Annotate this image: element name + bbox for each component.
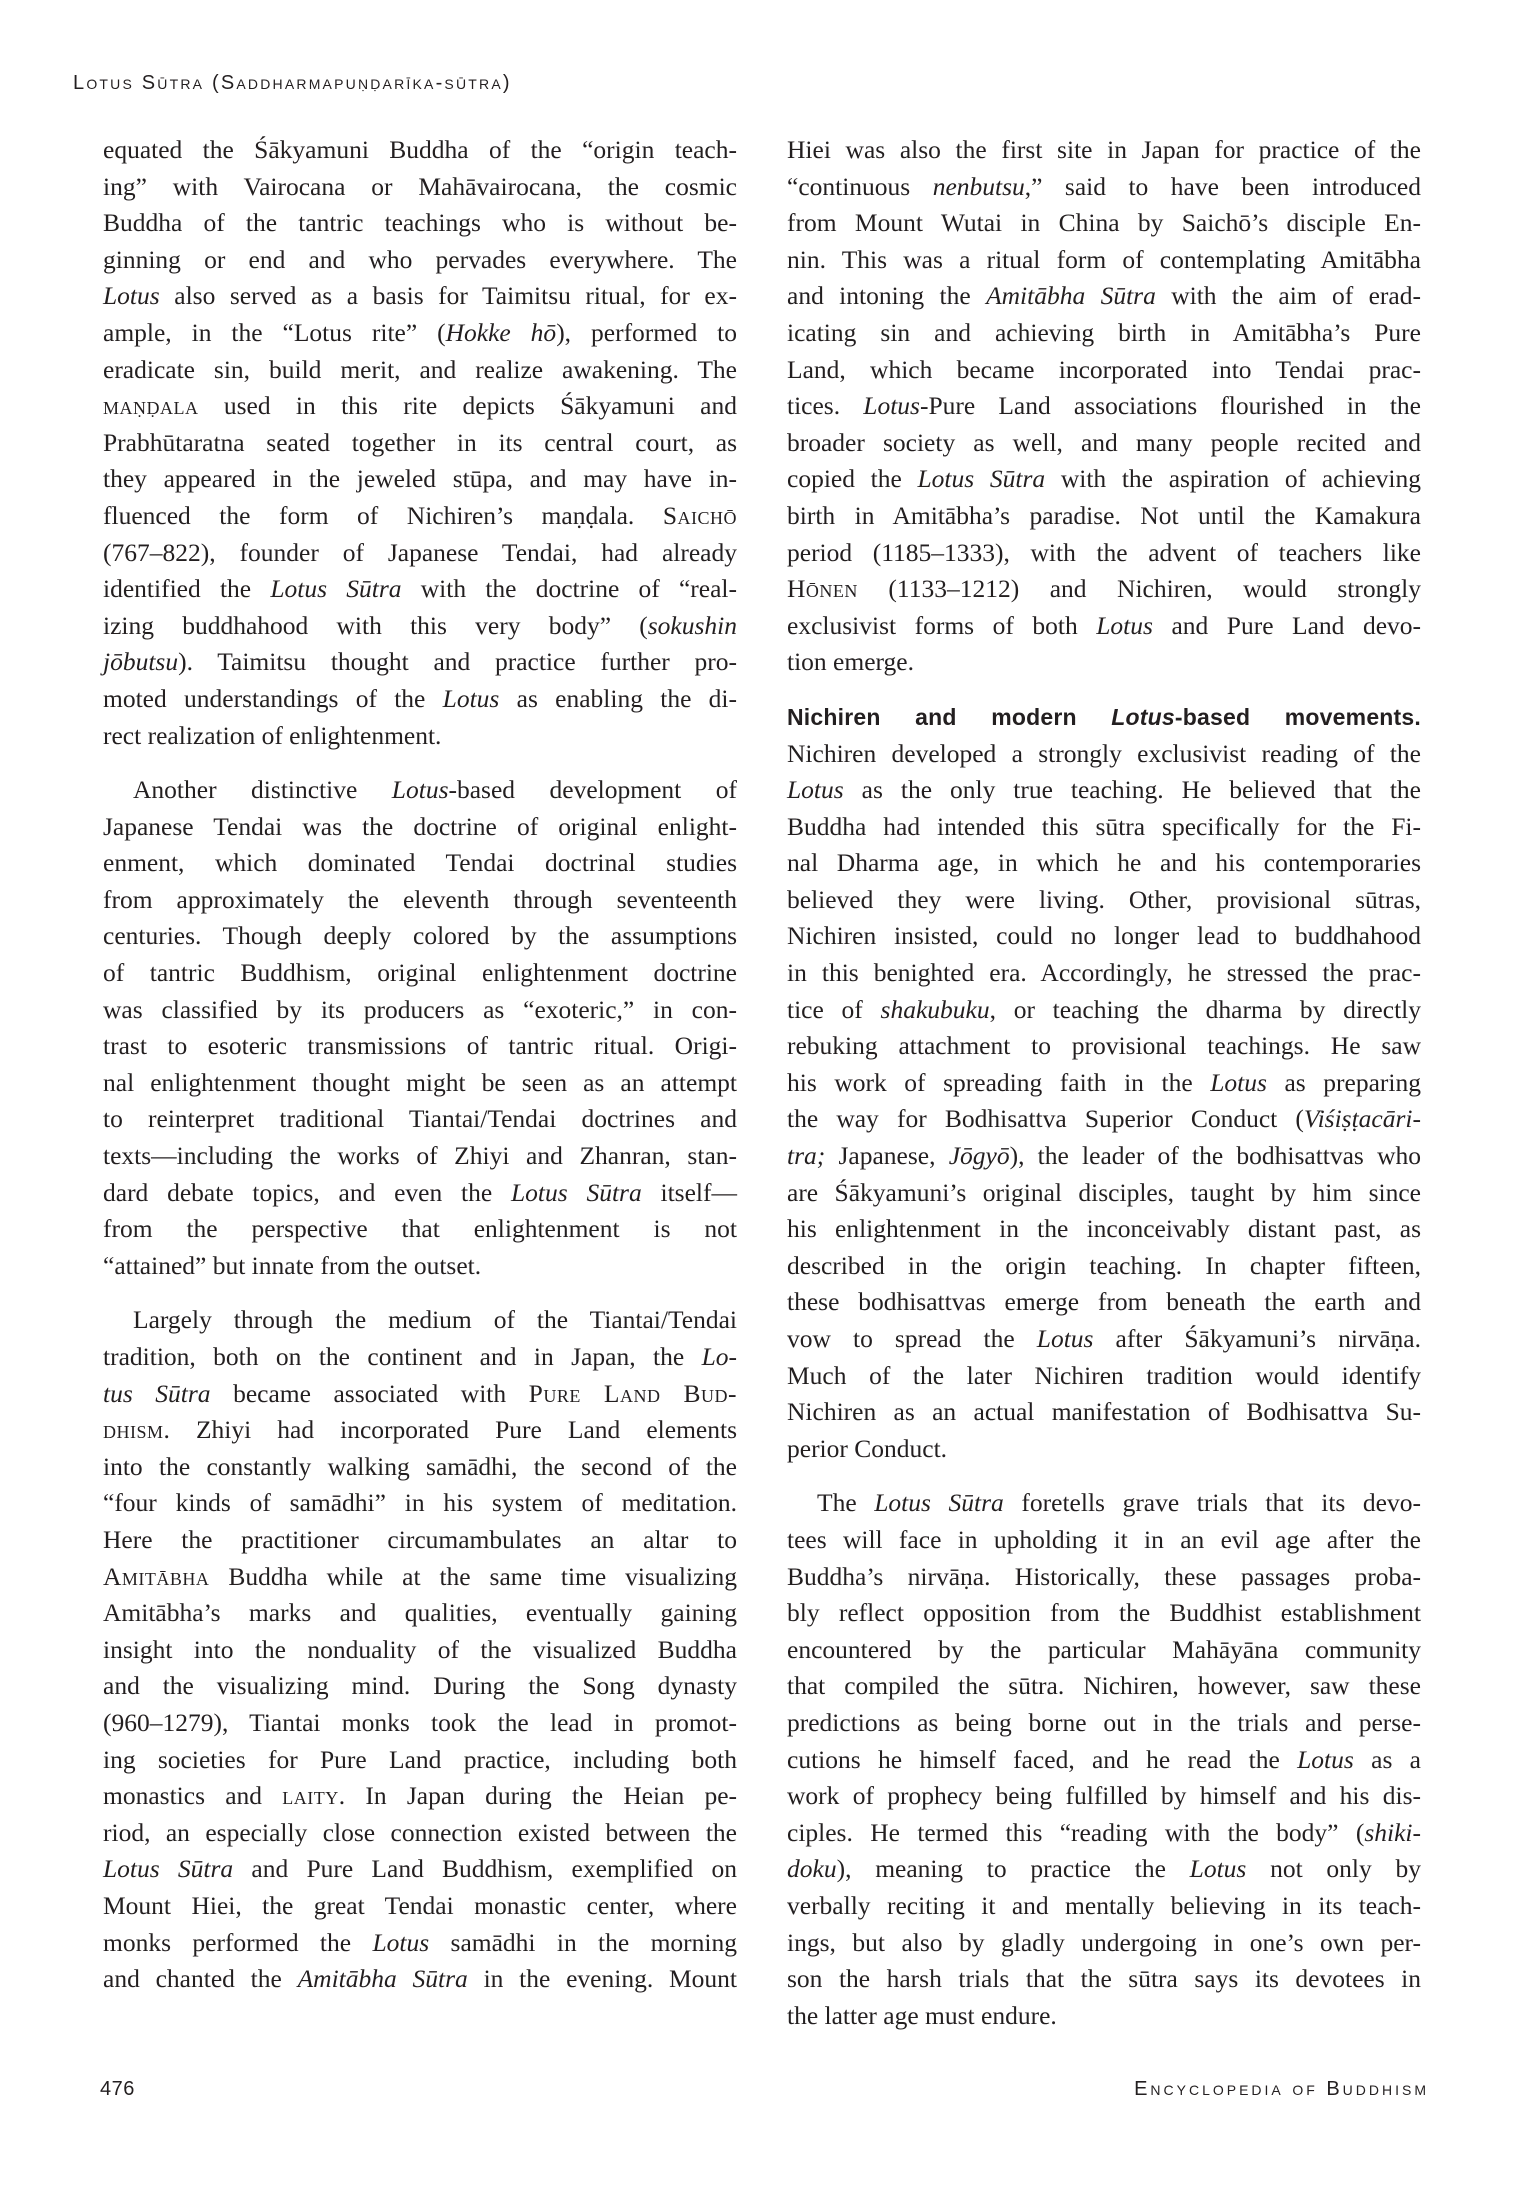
paragraph xyxy=(103,1302,737,1997)
section-paragraph xyxy=(787,699,1421,1467)
text-line: tion emerge. xyxy=(787,647,914,677)
text-line: (767–822), founder of Japanese Tendai, had already xyxy=(103,537,737,567)
text-line: Hiei was also the first site in Japan for practice of the xyxy=(787,135,1421,164)
text-line: vow to spread the Lotus after Śākyamuni’s nirvāṇa. xyxy=(787,1324,1421,1353)
text-line: bly reflect opposition from the Buddhist establishment xyxy=(787,1598,1421,1628)
text-line: nin. This was a ritual form of contemplating Amitābha xyxy=(787,244,1421,274)
text-line: Hōnen (1133–1212) and Nichiren, would strongly xyxy=(787,574,1421,604)
paragraph xyxy=(787,132,1421,681)
text-line: Much of the later Nichiren tradition would identify xyxy=(787,1360,1421,1390)
text-line: identified the Lotus Sūtra with the doctrine of “real- xyxy=(103,574,737,604)
text-line: tices. Lotus-Pure Land associations flourished in the xyxy=(787,391,1421,421)
text-line: Amitābha’s marks and qualities, eventually gaining xyxy=(103,1598,737,1628)
text-line: insight into the nonduality of the visualized Buddha xyxy=(103,1634,737,1664)
text-line: his work of spreading faith in the Lotus as preparing xyxy=(787,1067,1421,1097)
text-line: was classified by its producers as “exoteric,” in con- xyxy=(103,994,737,1024)
text-line: ample, in the “Lotus rite” (Hokke hō), performed to xyxy=(103,317,737,347)
text-line: dhism. Zhiyi had incorporated Pure Land elements xyxy=(103,1415,737,1445)
text-line: his enlightenment in the inconceivably distant past, as xyxy=(787,1214,1421,1244)
text-line: doku), meaning to practice the Lotus not only by xyxy=(787,1854,1422,1884)
text-line: tradition, both on the continent and in Japan, the Lo- xyxy=(103,1342,737,1371)
text-line: that compiled the sūtra. Nichiren, however, saw these xyxy=(787,1671,1421,1701)
text-line: nal Dharma age, in which he and his contemporaries xyxy=(787,848,1421,878)
text-line: period (1185–1333), with the advent of teachers like xyxy=(787,537,1421,567)
text-line: Amitābha Buddha while at the same time visualizing xyxy=(103,1561,737,1591)
text-line: Buddha had intended this sūtra specifically for the Fi- xyxy=(787,811,1421,841)
text-line: into the constantly walking samādhi, the second of the xyxy=(103,1451,737,1481)
text-line: from the perspective that enlightenment is not xyxy=(103,1214,737,1244)
text-line: tice of shakubuku, or teaching the dharma by directly xyxy=(787,994,1421,1024)
text-line: monks performed the Lotus samādhi in the morning xyxy=(103,1927,737,1957)
text-line: (960–1279), Tiantai monks took the lead in promot- xyxy=(103,1707,737,1737)
paragraph-gap xyxy=(103,754,737,772)
text-line: in this benighted era. Accordingly, he stressed the prac- xyxy=(787,958,1421,988)
text-line: the way for Bodhisattva Superior Conduct (Viśiṣṭacāri- xyxy=(787,1104,1421,1134)
text-line: rect realization of enlightenment. xyxy=(103,720,442,750)
text-line: Buddha’s nirvāṇa. Historically, these passages proba- xyxy=(787,1561,1421,1591)
paragraph-gap xyxy=(103,1284,737,1302)
text-line: jōbutsu). Taimitsu thought and practice further pro- xyxy=(103,647,737,677)
text-line: are Śākyamuni’s original disciples, taught by him since xyxy=(787,1177,1421,1207)
text-line: dard debate topics, and even the Lotus Sūtra itself— xyxy=(103,1177,737,1207)
section-heading: Nichiren and modern Lotus-based movements. xyxy=(787,703,1421,730)
text-line: from Mount Wutai in China by Saichō’s disciple En- xyxy=(787,208,1421,238)
text-line: birth in Amitābha’s paradise. Not until the Kamakura xyxy=(787,500,1421,530)
paragraph xyxy=(103,132,737,754)
text-line: described in the origin teaching. In chapter fifteen, xyxy=(787,1250,1421,1280)
text-line: son the harsh trials that the sūtra says its devotees in xyxy=(787,1964,1421,1994)
text-line: cutions he himself faced, and he read the Lotus as a xyxy=(787,1744,1421,1774)
left-column xyxy=(103,132,737,1998)
text-line: Buddha of the tantric teachings who is without be- xyxy=(103,208,737,238)
text-line: ings, but also by gladly undergoing in one’s own per- xyxy=(787,1927,1421,1957)
text-line: moted understandings of the Lotus as enabling the di- xyxy=(103,683,738,713)
text-line: texts—including the works of Zhiyi and Zhanran, stan- xyxy=(103,1141,737,1171)
text-line: “continuous nenbutsu,” said to have been introduced xyxy=(787,171,1421,201)
right-column xyxy=(787,132,1421,2034)
text-line: Another distinctive Lotus-based development of xyxy=(133,775,737,805)
text-line: the latter age must endure. xyxy=(787,2000,1057,2030)
text-line: from approximately the eleventh through seventeenth xyxy=(103,884,737,914)
text-line: Land, which became incorporated into Tendai prac- xyxy=(787,354,1421,384)
text-line: Mount Hiei, the great Tendai monastic center, where xyxy=(103,1890,737,1920)
page-number: 476 xyxy=(100,2078,135,2100)
text-line: Japanese Tendai was the doctrine of original enlight- xyxy=(103,811,737,841)
text-line: and chanted the Amitābha Sūtra in the evening. Mount xyxy=(103,1964,737,1994)
text-line: ciples. He termed this “reading with the body” (shiki- xyxy=(787,1817,1421,1847)
text-line: exclusivist forms of both Lotus and Pure Land devo- xyxy=(787,610,1422,640)
text-line: broader society as well, and many people recited and xyxy=(787,427,1421,457)
text-line: of tantric Buddhism, original enlightenment doctrine xyxy=(103,958,737,988)
text-line: Nichiren developed a strongly exclusivist reading of the xyxy=(787,738,1421,768)
text-line: work of prophecy being fulfilled by himself and his dis- xyxy=(787,1781,1421,1811)
text-line: copied the Lotus Sūtra with the aspiration of achieving xyxy=(787,464,1421,494)
text-line: verbally reciting it and mentally believing in its teach- xyxy=(787,1890,1421,1920)
paragraph xyxy=(787,1485,1421,2034)
text-line: maṇḍala used in this rite depicts Śākyamuni and xyxy=(103,391,737,421)
paragraph-gap xyxy=(787,1467,1421,1485)
text-line: centuries. Though deeply colored by the assumptions xyxy=(103,921,737,951)
text-line: eradicate sin, build merit, and realize awakening. The xyxy=(103,354,737,384)
text-line: equated the Śākyamuni Buddha of the “origin teach- xyxy=(103,135,737,164)
text-line: monastics and laity. In Japan during the Heian pe- xyxy=(103,1781,738,1811)
text-line: Largely through the medium of the Tiantai/Tendai xyxy=(133,1305,737,1335)
text-line: tra; Japanese, Jōgyō), the leader of the bodhisattvas who xyxy=(787,1141,1421,1171)
text-line: fluenced the form of Nichiren’s maṇḍala. Saichō xyxy=(103,500,737,530)
text-line: Lotus Sūtra and Pure Land Buddhism, exemplified on xyxy=(103,1854,738,1884)
text-line: rebuking attachment to provisional teachings. He saw xyxy=(787,1031,1421,1061)
book-title: Encyclopedia of Buddhism xyxy=(1134,2078,1429,2100)
text-line: believed they were living. Other, provisional sūtras, xyxy=(787,884,1421,914)
text-line: these bodhisattvas emerge from beneath the earth and xyxy=(787,1287,1421,1317)
text-line: The Lotus Sūtra foretells grave trials that its devo- xyxy=(817,1488,1421,1518)
text-line: riod, an especially close connection existed between the xyxy=(103,1817,737,1847)
text-line: tus Sūtra became associated with Pure Land Bud- xyxy=(103,1378,737,1408)
text-line: encountered by the particular Mahāyāna community xyxy=(787,1634,1421,1664)
text-line: ginning or end and who pervades everywhere. The xyxy=(103,244,737,274)
text-line: they appeared in the jeweled stūpa, and may have in- xyxy=(103,464,737,494)
text-line: “four kinds of samādhi” in his system of meditation. xyxy=(103,1488,737,1518)
text-line: icating sin and achieving birth in Amitābha’s Pure xyxy=(787,317,1421,347)
text-line: Prabhūtaratna seated together in its central court, as xyxy=(103,427,737,457)
text-line: ing” with Vairocana or Mahāvairocana, the cosmic xyxy=(103,171,737,201)
text-line: Nichiren insisted, could no longer lead to buddhahood xyxy=(787,921,1421,951)
text-line: perior Conduct. xyxy=(787,1433,948,1463)
paragraph xyxy=(103,772,737,1284)
text-line: izing buddhahood with this very body” (sokushin xyxy=(103,610,737,640)
text-line: enment, which dominated Tendai doctrinal studies xyxy=(103,848,737,878)
text-line: to reinterpret traditional Tiantai/Tendai doctrines and xyxy=(103,1104,737,1134)
paragraph-gap xyxy=(787,681,1421,699)
text-line: trast to esoteric transmissions of tantric ritual. Origi- xyxy=(103,1031,737,1061)
text-line: tees will face in upholding it in an evil age after the xyxy=(787,1524,1421,1554)
text-line: Lotus also served as a basis for Taimitsu ritual, for ex- xyxy=(103,281,737,311)
text-line: Here the practitioner circumambulates an altar to xyxy=(103,1524,737,1554)
text-line: predictions as being borne out in the trials and perse- xyxy=(787,1707,1421,1737)
text-line: Lotus as the only true teaching. He believed that the xyxy=(787,775,1421,805)
running-head: Lotus Sūtra (Saddharmapuṇḍarīka-sūtra) xyxy=(73,72,512,94)
text-line: Nichiren as an actual manifestation of Bodhisattva Su- xyxy=(787,1397,1421,1427)
text-line: “attained” but innate from the outset. xyxy=(103,1250,482,1280)
text-line: nal enlightenment thought might be seen as an attempt xyxy=(103,1067,737,1097)
text-line: and the visualizing mind. During the Song dynasty xyxy=(103,1671,737,1701)
text-line: and intoning the Amitābha Sūtra with the aim of erad- xyxy=(787,281,1421,311)
text-line: ing societies for Pure Land practice, including both xyxy=(103,1744,737,1774)
